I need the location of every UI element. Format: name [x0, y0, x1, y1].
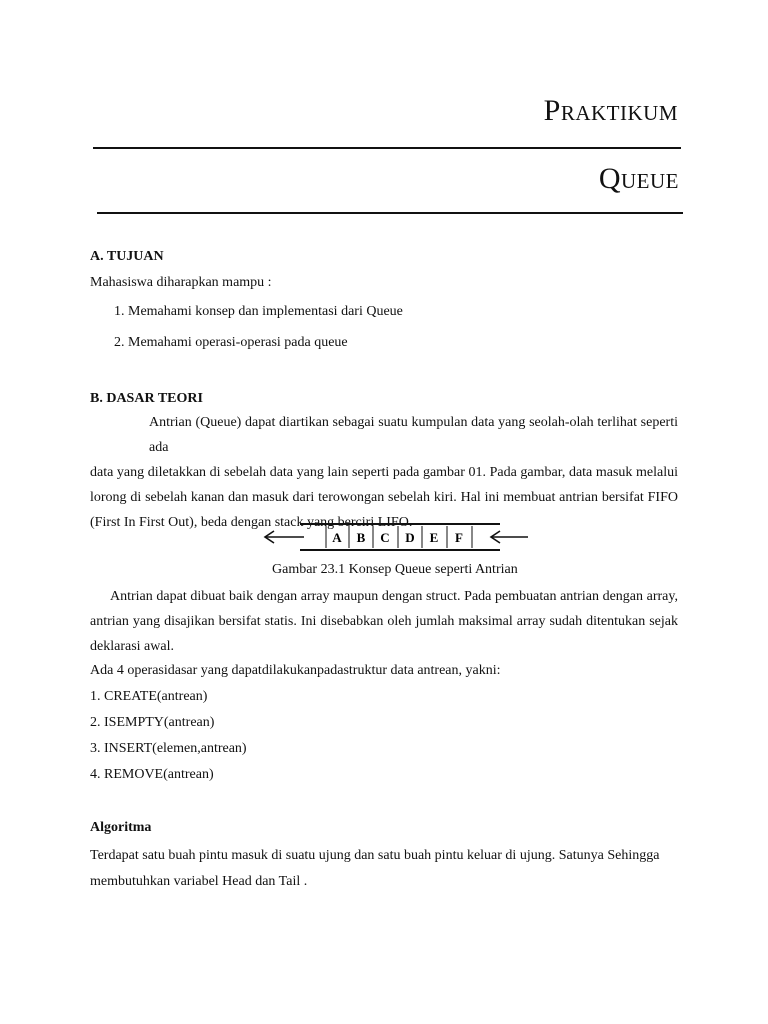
operations-intro: Ada 4 operasidasar yang dapatdilakukanpadastruktur data antrean, yakni: — [90, 663, 501, 678]
page-subtitle: Queue — [598, 162, 679, 195]
section-a-heading: A. TUJUAN — [90, 249, 164, 264]
operation-item-3: 3. INSERT(elemen,antrean) — [90, 741, 247, 756]
objective-item-1: 1. Memahami konsep dan implementasi dari Queue — [114, 304, 403, 319]
theory-line-2: data yang diletakkan di sebelah data yang lain seperti pada gambar 01. Pada gambar, data masuk melalui — [90, 465, 678, 480]
operation-item-1: 1. CREATE(antrean) — [90, 689, 208, 704]
objective-item-2: 2. Memahami operasi-operasi pada queue — [114, 335, 348, 350]
algoritma-line-1: Terdapat satu buah pintu masuk di suatu ujung dan satu buah pintu keluar di ujung. Satunya Sehingga — [90, 848, 660, 863]
operation-item-2: 2. ISEMPTY(antrean) — [90, 715, 215, 730]
array-line-1: Antrian dapat dibuat baik dengan array maupun dengan struct. Pada pembuatan antrian dengan array, — [110, 589, 678, 604]
theory-line-1: Antrian (Queue) dapat diartikan sebagai suatu kumpulan data yang seolah-olah terlihat seperti ada — [149, 415, 678, 455]
queue-cell-b: B — [356, 530, 366, 545]
algoritma-line-2: membutuhkan variabel Head dan Tail . — [90, 874, 308, 889]
queue-cell-c: C — [380, 530, 390, 545]
queue-cell-f: F — [455, 530, 463, 545]
title-divider-top — [93, 147, 681, 149]
theory-line-3: lorong di sebelah kanan dan masuk dari terowongan sebelah kiri. Hal ini membuat antrian bersifat FIFO — [90, 490, 678, 505]
array-line-2: antrian yang disajikan bersifat statis. Ini disebabkan oleh jumlah maksimal array sudah ditentukan sejak — [90, 614, 678, 629]
figure-caption: Gambar 23.1 Konsep Queue seperti Antrian — [272, 562, 518, 577]
section-a-intro: Mahasiswa diharapkan mampu : — [90, 275, 272, 290]
page-title: Praktikum — [543, 94, 678, 127]
queue-cell-d: D — [405, 530, 415, 545]
operation-item-4: 4. REMOVE(antrean) — [90, 767, 214, 782]
section-b-heading: B. DASAR TEORI — [90, 391, 203, 406]
theory-paragraph — [90, 410, 678, 535]
algoritma-heading: Algoritma — [90, 820, 152, 835]
queue-cell-e: E — [429, 530, 439, 545]
array-paragraph — [90, 584, 678, 659]
theory-line-4: (First In First Out), beda dengan stack yang berciri LIFO. — [90, 515, 413, 530]
queue-cell-a: A — [332, 530, 342, 545]
array-line-3: deklarasi awal. — [90, 639, 174, 654]
queue-diagram — [260, 521, 532, 553]
title-divider-bottom — [97, 212, 683, 214]
